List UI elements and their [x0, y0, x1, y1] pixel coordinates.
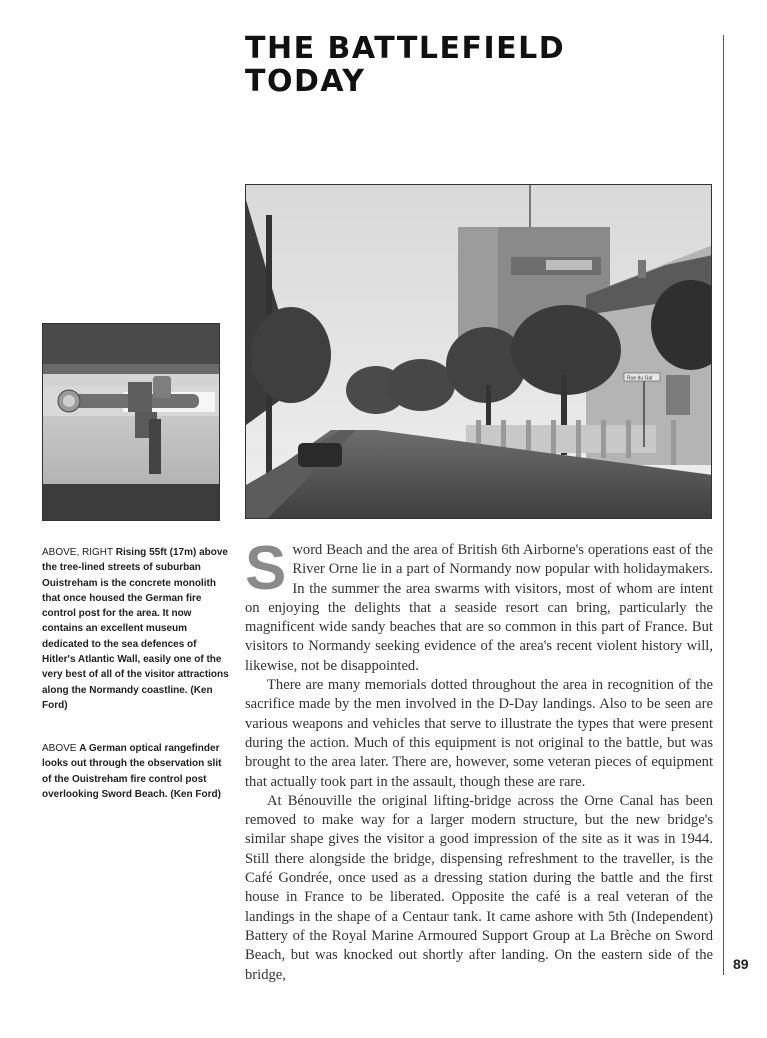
- article-body: [245, 534, 713, 985]
- paragraph-2: There are many memorials dotted throughout the area in recognition of the sacrifice made by the men involved in the D-Day landings. Also to be seen are various weapons and vehicles that serve to illustrate the types that were present during the action. Much of this equipment is not original to the battle, but was brought to the area later. There are, however, some veteran pieces of equipment that actually took part in the assault, though these are rare.: [245, 677, 713, 790]
- page-title: [245, 32, 705, 98]
- paragraph-1: [245, 534, 713, 676]
- margin-rule: [723, 35, 724, 975]
- caption-rangefinder: [42, 741, 232, 802]
- photo-icon: [246, 185, 712, 519]
- caption-lead: ABOVE, RIGHT: [42, 547, 113, 558]
- caption-text: A German optical rangefinder looks out through the observation slit of the Ouistreham fire control post overlooking Sword Beach. (Ken Ford): [42, 743, 222, 800]
- caption-text: Rising 55ft (17m) above the tree-lined streets of suburban Ouistreham is the concrete monolith that once housed the German fire control post for the area. It now contains an excellent museum dedicated to the sea defences of Hitler's Atlantic Wall, easily one of the very best of all of the visitor attractions along the Normandy coastline. (Ken Ford): [42, 547, 229, 711]
- street-sign: Rue du Gal: [627, 375, 653, 382]
- caption-lead: ABOVE: [42, 743, 77, 754]
- drop-cap: S: [245, 534, 287, 603]
- photo-fire-control-tower: [245, 184, 712, 519]
- photo-rangefinder: [42, 323, 220, 521]
- paragraph-1-text: word Beach and the area of British 6th Airborne's operations east of the River Orne lie in a part of Normandy now popular with holidaymakers. In the summer the area swarms with visitors, most of whom are intent on enjoying the delights that a seaside resort can bring, particularly the magnificent wide sandy beaches that are so common in this part of France. But visitors to Normandy seeking evidence of the area's recent violent history will, likewise, not be disappointed.: [245, 542, 713, 674]
- title-line-2: TODAY: [245, 64, 366, 99]
- title-line-1: THE BATTLEFIELD: [245, 31, 566, 66]
- caption-tower: [42, 545, 232, 713]
- page-number: 89: [733, 956, 749, 972]
- paragraph-3: At Bénouville the original lifting-bridge across the Orne Canal has been removed to make way for a larger modern structure, but the new bridge's similar shape gives the visitor a good impression of the site as it was in 1944. Still there alongside the bridge, dispensing refreshment to the traveller, is the Café Gondrée, once used as a dressing station during the battle and the first house in France to be liberated. Opposite the café is a real veteran of the landings in the shape of a Centaur tank. It came ashore with 5th (Independent) Battery of the Royal Marine Armoured Support Group at La Brèche on Sword Beach, but was knocked out shortly after landing. On the eastern side of the bridge,: [245, 792, 713, 983]
- photo-icon: [43, 324, 220, 521]
